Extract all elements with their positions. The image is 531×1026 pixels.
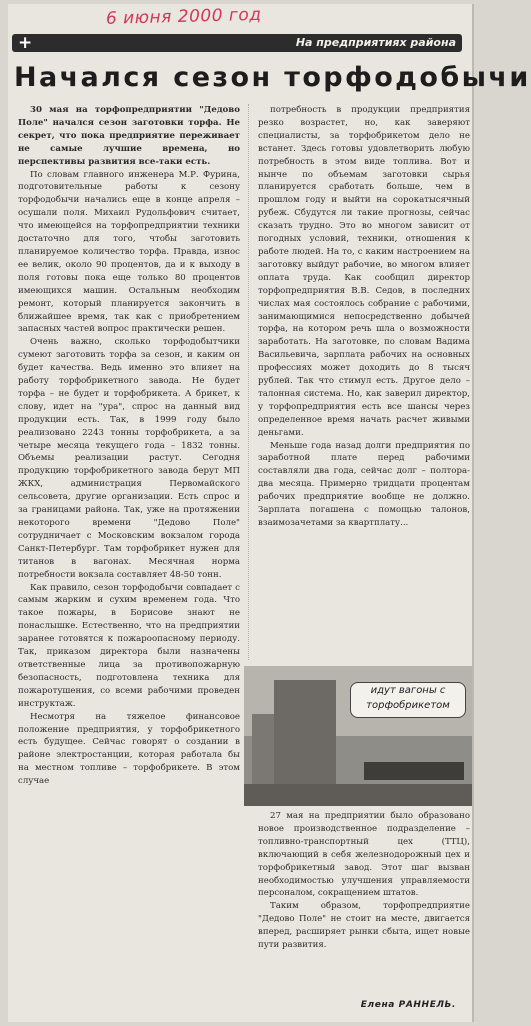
body-paragraph: Очень важно, сколько торфодобытчики сумеют заготовить торфа за сезон, и каким он будет качества. Ведь именно это влияет на работу торфобрикетного завода. Не будет торфа – не будет и торфобрикета. А брикет, к слову, идет на "ура", спрос на данный вид продукции есть. Так, в 1999 году было реализовано 2243 тонны торфобрикета, а за четыре месяца текущего года – 1832 тонны. Объемы реализации растут. Сегодня продукцию торфобрикетного завода берут МП ЖКХ, администрация Первомайского сельсовета, другие организации. Есть спрос и за границами района. Так, уже на протяжении некоторого времени "Дедово Поле" сотрудничает с Московским вокзалом города Санкт-Петербург. Там торфобрикет нужен для титанов в вагонах. Месячная норма потребности вокзала составляет 48-50 тонн. xyxy=(18,337,240,580)
photo-wagons xyxy=(364,762,464,780)
lead-paragraph: 30 мая на торфопредприятии "Дедово Поле" начался сезон заготовки торфа. Не секрет, что пока предприятие переживает не самые лучшие времена, но перспективы развития все-таки есть. xyxy=(18,105,240,167)
body-paragraph: Таким образом, торфопредприятие "Дедово Поле" не стоит на месте, двигается вперед, расширяет рынки сбыта, ищет новые пути развития. xyxy=(258,901,470,951)
article-headline: Начался сезон торфодобычи xyxy=(14,62,531,93)
body-paragraph: Несмотря на тяжелое финансовое положение предприятия, у торфобрикетного есть будущее. Сейчас говорят о создании в районе электростанции, которая работала бы на местном топливе – торфобрикете. В этом случае xyxy=(18,711,240,787)
rubric-label: На предприятиях района xyxy=(295,36,456,49)
photo-ground xyxy=(244,784,472,806)
article-photo xyxy=(244,666,472,806)
body-paragraph: Меньше года назад долги предприятия по заработной плате перед рабочими составляли два года, сейчас долг – полтора-два месяца. Примерно тридцати процентам рабочих предприятие вообще не должно. Зарплата погашена с помощью талонов, взаимозачетами за квартплату... xyxy=(258,440,470,528)
body-paragraph: Как правило, сезон торфодобычи совпадает с самым жарким и сухим временем года. Что такое пожары, в Борисове знают не понаслышке. Естественно, что на предприятии заранее готовятся к пожароопасному периоду. Так, приказом директора были назначены ответственные лица за противопожарную безопасность, подготовлена техника для пожаротушения, со всеми рабочими проведен инструктаж. xyxy=(18,582,240,709)
rubric-bar xyxy=(12,34,462,52)
newspaper-clipping xyxy=(8,4,531,1022)
body-paragraph: 27 мая на предприятии было образовано новое производственное подразделение – топливно-транспортный цех (ТТЦ), включающий в себя железнодорожный цех и торфобрикетный завод. Этот шаг вызван необходимостью улучшения управляемости персоналом, сокращением штатов. xyxy=(258,811,470,899)
author-signature: Елена РАННЕЛЬ. xyxy=(360,1000,456,1010)
right-column xyxy=(258,104,470,530)
body-paragraph: потребность в продукции предприятия резко возрастет, но, как заверяют специалисты, за торфобрикетом дело не встанет. Здесь готовы удовлетворить любую потребность в этом виде топлива. Вот и нынче по объемам заготовки сырья планируется сработать больше, чем в прошлом году и выйти на сорокатысячный рубеж. Сбудутся ли такие прогнозы, сейчас сказать трудно. Это во многом зависит от погодных условий, техники, отношения к работе людей. На то, с каким настроением на заготовку выйдут рабочие, во многом влияет оплата труда. Как сообщил директор торфопредприятия В.В. Седов, в последних числах мая состоялось собрание с рабочими, занимающимися непосредственно добычей торфа, на котором речь шла о возможности заработать. На заготовке, по словам Вадима Васильевича, зарплата рабочих на основных профессиях может доходить до 8 тысяч рублей. Так что стимул есть. Другое дело – талонная система. Но, как заверил директор, у торфопредприятия есть все шансы через определенное время начать расчет живыми деньгами. xyxy=(258,105,470,438)
photo-caption: идут вагоны с торфобрикетом xyxy=(350,682,466,718)
body-paragraph: По словам главного инженера М.Р. Фурина, подготовительные работы к сезону торфодобычи начались еще в конце апреля – осушали поля. Михаил Рудольфович считает, что имеющейся на торфопредприятии техники достаточно для того, чтобы заготовить планируемое количество торфа. Правда, износ ее велик, около 90 процентов, да и к выходу в поля готовы пока еще только 80 процентов имеющихся машин. Остальным необходим ремонт, который планируется закончить в ближайшее время, так как с приобретением запасных частей вопрос практически решен. xyxy=(18,169,240,335)
photo-tower xyxy=(274,680,336,790)
left-column xyxy=(18,104,240,788)
plus-icon: + xyxy=(18,33,33,53)
column-divider xyxy=(248,104,249,660)
handwritten-date: 6 июня 2000 год xyxy=(105,4,262,29)
right-column-after-photo xyxy=(258,810,470,952)
